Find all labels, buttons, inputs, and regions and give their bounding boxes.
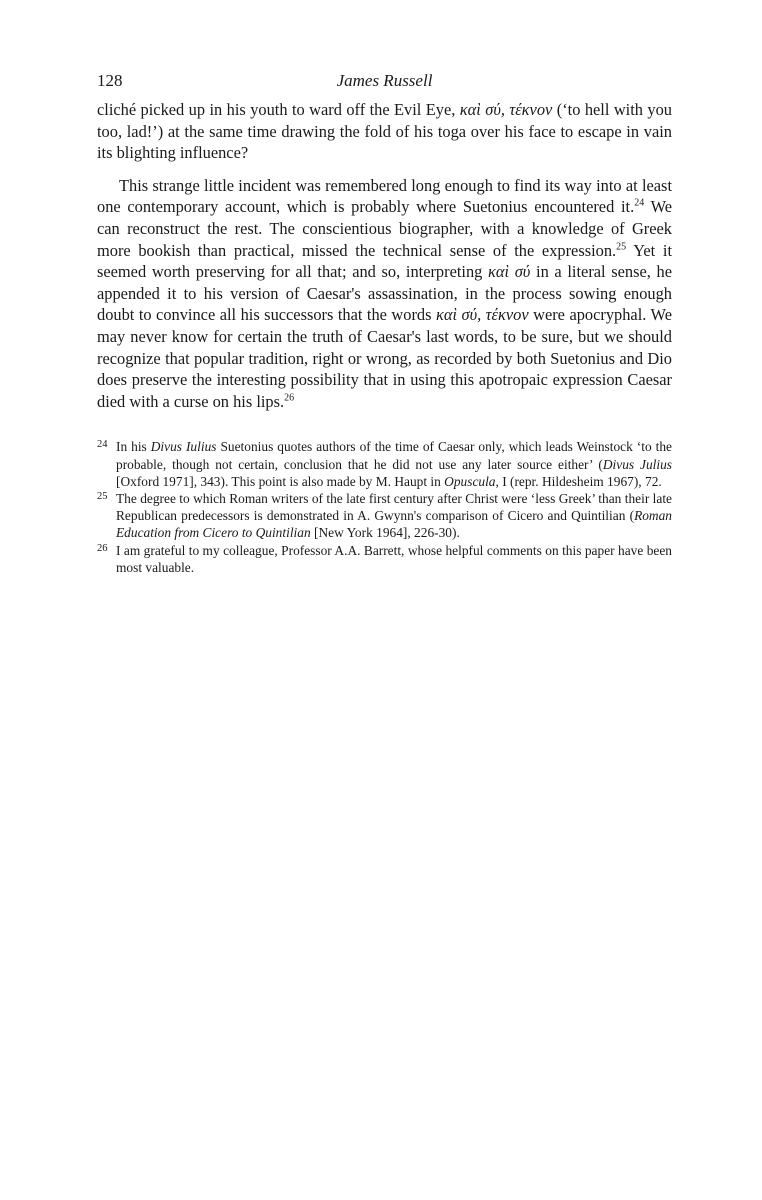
paragraph-2-text-c: Yet it seemed worth preserving for all that; and so, interpreting (97, 240, 672, 282)
footnote-mark: 25 (97, 490, 108, 502)
footnote-ref-26[interactable]: 26 (284, 392, 295, 404)
greek-phrase: καὶ σύ, τέκνον (459, 100, 553, 119)
footnote-title: Roman Education from Cicero to Quintilian (116, 508, 672, 541)
footnote-mark: 26 (97, 542, 108, 554)
greek-phrase: καὶ σύ, τέκνον (435, 305, 529, 325)
greek-phrase: καὶ σύ (488, 262, 531, 282)
paragraph-1 (97, 99, 672, 164)
footnotes (97, 438, 672, 576)
paragraph-2-text-e: were apocryphal. We may never know for certain the truth of Caesar's last words, to be sure, but we should recognize that popular tradition, right or wrong, as recorded by both Suetonius and Dio does preserve the interesting possibility that in using this apotropaic expression Caesar died with a curse on his lips. (97, 305, 672, 411)
footnote-title: Opuscula (444, 473, 496, 489)
footnote-26 (97, 542, 672, 576)
footnote-text-part: The degree to which Roman writers of the late first century after Christ were ‘less Greek’ than their late Republican predecessors is demonstrated in A. Gwynn's comparison of Cicero and Quintilian ( (116, 490, 672, 524)
footnote-25 (97, 490, 672, 542)
footnote-text (116, 542, 672, 576)
paragraph-1-text-b: (‘to hell with you too, lad!’) at the same time drawing the fold of his toga over his face to escape in vain its blighting influence? (97, 100, 672, 163)
paragraph-2 (97, 175, 672, 413)
footnote-text (116, 438, 672, 490)
footnote-title: Divus Iulius (150, 439, 217, 455)
paragraph-1-text-a: cliché picked up in his youth to ward off the Evil Eye, (97, 100, 460, 119)
footnote-text-part: [Oxford 1971], 343). This point is also made by M. Haupt in (116, 473, 445, 489)
footnote-24 (97, 438, 672, 490)
running-title: James Russell (336, 71, 433, 90)
footnote-ref-25[interactable]: 25 (616, 241, 627, 253)
footnote-text-part: In his (116, 439, 151, 455)
paragraph-2-text-a: This strange little incident was remembered long enough to find its way into at least one contemporary account, which is probably where Suetonius encountered it. (97, 175, 672, 217)
paragraph-2-text-d: in a literal sense, he appended it to his version of Caesar's assassination, in the process sowing enough doubt to convince all his successors that the words (97, 262, 673, 325)
running-head (97, 70, 672, 92)
footnote-text-part: Suetonius quotes authors of the time of Caesar only, which leads Weinstock ‘to the probable, though not certain, conclusion that he did not use any later source either’ ( (116, 439, 672, 472)
body-text (97, 99, 672, 412)
footnote-text-part: I am grateful to my colleague, Professor A.A. Barrett, whose helpful comments on this paper have been most valuable. (116, 542, 672, 575)
page (97, 70, 672, 576)
footnote-text-part: , I (repr. Hildesheim 1967), 72. (495, 473, 662, 489)
footnote-text-part: [New York 1964], 226-30). (310, 525, 460, 541)
page-number: 128 (97, 71, 123, 90)
footnote-title: Divus Julius (602, 456, 673, 472)
paragraph-2-text-b: We can reconstruct the rest. The conscientious biographer, with a knowledge of Greek more bookish than practical, missed the technical sense of the expression. (97, 197, 673, 260)
footnote-text (116, 490, 672, 542)
footnote-ref-24[interactable]: 24 (634, 197, 645, 209)
footnote-mark: 24 (97, 439, 108, 451)
